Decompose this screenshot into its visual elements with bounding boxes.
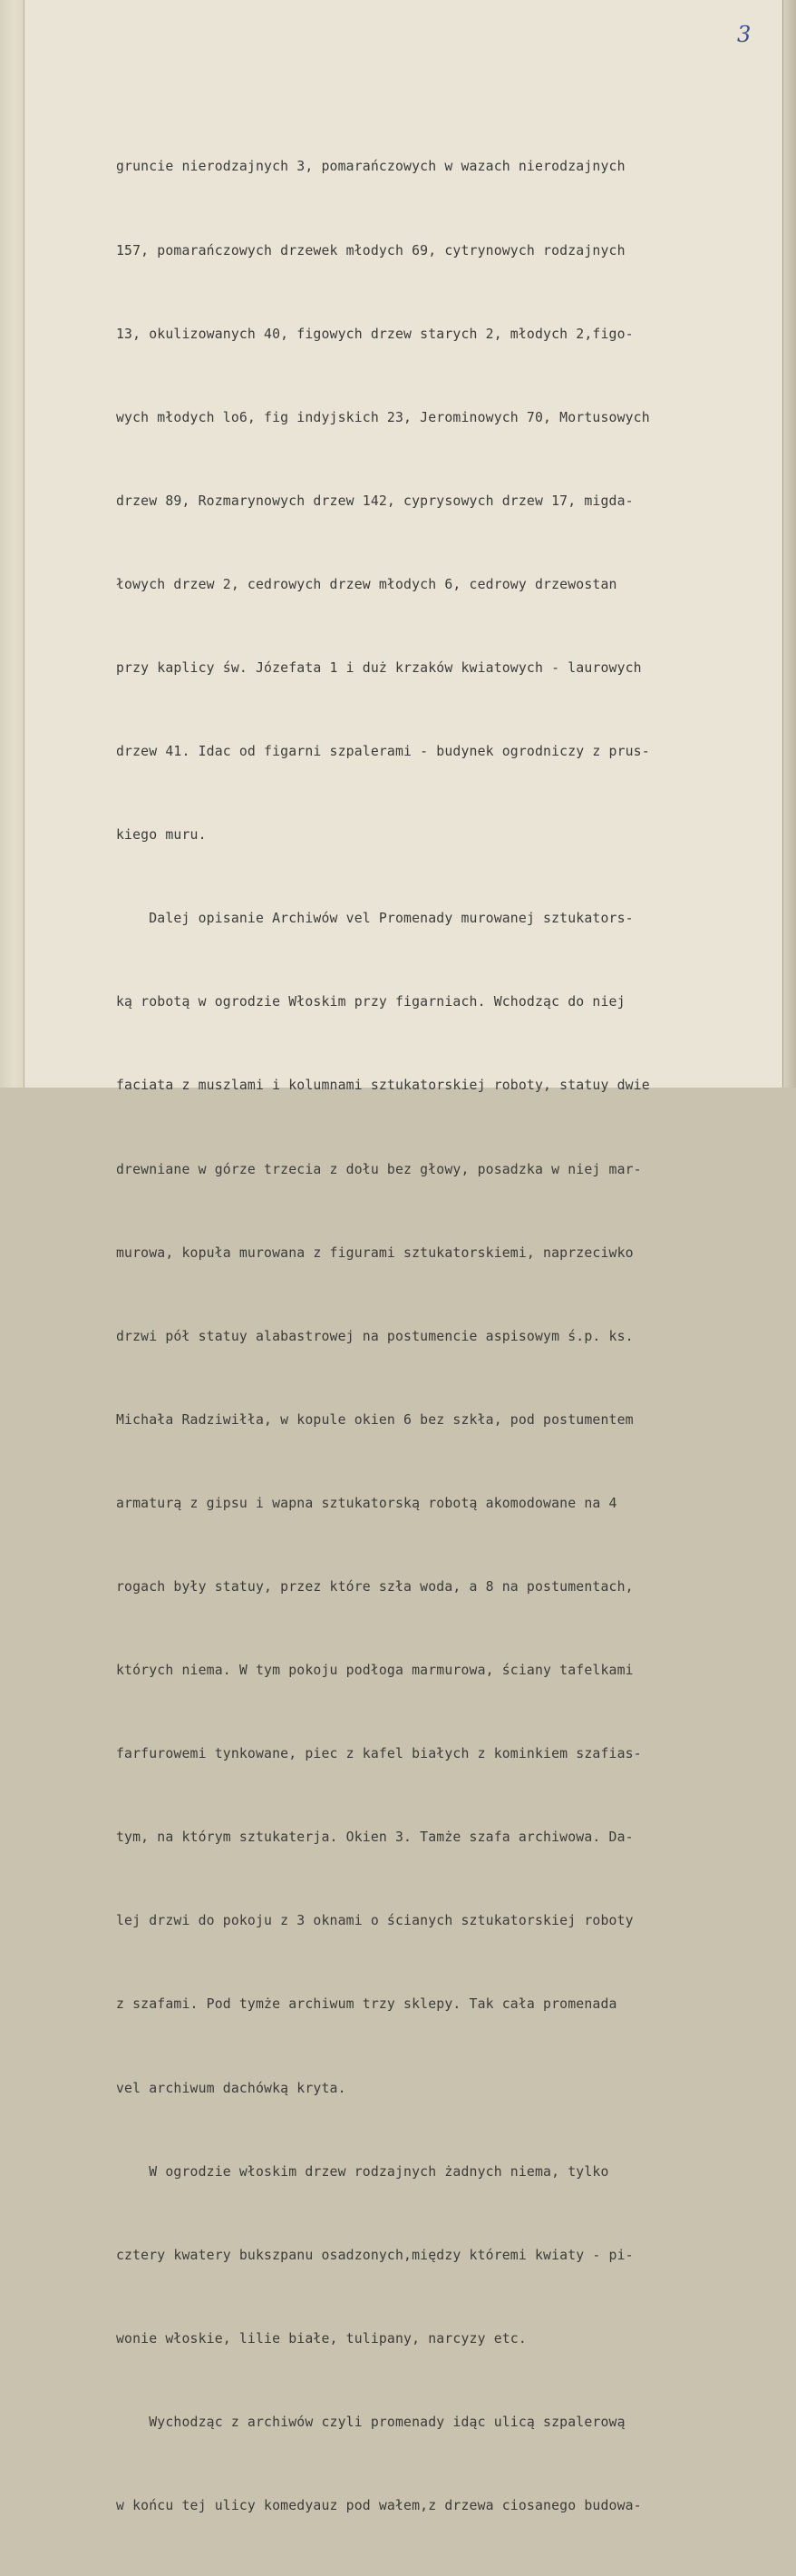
text-line: gruncie nierodzajnych 3, pomarańczowych w wazach nierodzajnych bbox=[116, 159, 626, 175]
text-line: w końcu tej ulicy komedyauz pod wałem,z drzewa ciosanego budowa- bbox=[116, 2498, 642, 2514]
text-line: armaturą z gipsu i wapna sztukatorską robotą akomodowane na 4 bbox=[116, 1495, 617, 1511]
text-line: Michała Radziwiłła, w kopule okien 6 bez szkła, pod postumentem bbox=[116, 1411, 634, 1428]
text-line: 157, pomarańczowych drzewek młodych 69, cytrynowych rodzajnych bbox=[116, 242, 626, 259]
text-line: cztery kwatery bukszpanu osadzonych,między któremi kwiaty - pi- bbox=[116, 2247, 634, 2263]
text-line: vel archiwum dachówką kryta. bbox=[116, 2080, 346, 2096]
text-line: wonie włoskie, lilie białe, tulipany, narcyzy etc. bbox=[116, 2330, 527, 2347]
page-number: 3 bbox=[737, 22, 752, 47]
page-left-edge bbox=[0, 0, 24, 1088]
text-line: Dalej opisanie Archiwów vel Promenady murowanej sztukators- bbox=[116, 911, 634, 927]
text-line: Wychodząc z archiwów czyli promenady idąc ulicą szpalerową bbox=[116, 2414, 626, 2430]
text-line: łowych drzew 2, cedrowych drzew młodych 6, cedrowy drzewostan bbox=[116, 576, 617, 592]
text-line: drzew 89, Rozmarynowych drzew 142, cyprysowych drzew 17, migda- bbox=[116, 493, 634, 509]
text-line: murowa, kopuła murowana z figurami sztukatorskiemi, naprzeciwko bbox=[116, 1244, 634, 1261]
text-line: drzew 41. Idac od figarni szpalerami - budynek ogrodniczy z prus- bbox=[116, 744, 650, 760]
text-line: kiego muru. bbox=[116, 827, 207, 844]
text-line: farfurowemi tynkowane, piec z kafel białych z kominkiem szafias- bbox=[116, 1746, 642, 1762]
text-line: rogach były statuy, przez które szła woda, a 8 na postumentach, bbox=[116, 1579, 634, 1595]
text-line: wych młodych lo6, fig indyjskich 23, Jerominowych 70, Mortusowych bbox=[116, 409, 650, 425]
text-line: 13, okulizowanych 40, figowych drzew starych 2, młodych 2,figo- bbox=[116, 326, 634, 342]
text-line: tym, na którym sztukaterja. Okien 3. Tamże szafa archiwowa. Da- bbox=[116, 1830, 634, 1846]
text-line: których niema. W tym pokoju podłoga marmurowa, ściany tafelkami bbox=[116, 1663, 634, 1679]
text-line: przy kaplicy św. Józefata 1 i duż krzaków kwiatowych - laurowych bbox=[116, 659, 642, 676]
text-line: W ogrodzie włoskim drzew rodzajnych żadnych niema, tylko bbox=[116, 2163, 609, 2180]
typewritten-text bbox=[116, 98, 789, 2576]
text-line: lej drzwi do pokoju z 3 oknami o ścianych sztukatorskiej roboty bbox=[116, 1913, 634, 1929]
text-line: drewniane w górze trzecia z dołu bez głowy, posadzka w niej mar- bbox=[116, 1161, 642, 1177]
text-line: z szafami. Pod tymże archiwum trzy sklepy. Tak cała promenada bbox=[116, 1996, 617, 2013]
text-line: faciata z muszlami i kolumnami sztukatorskiej roboty, statuy dwie bbox=[116, 1078, 650, 1094]
text-line: drzwi pół statuy alabastrowej na postumencie aspisowym ś.p. ks. bbox=[116, 1328, 634, 1344]
text-line: ką robotą w ogrodzie Włoskim przy figarniach. Wchodząc do niej bbox=[116, 994, 626, 1010]
